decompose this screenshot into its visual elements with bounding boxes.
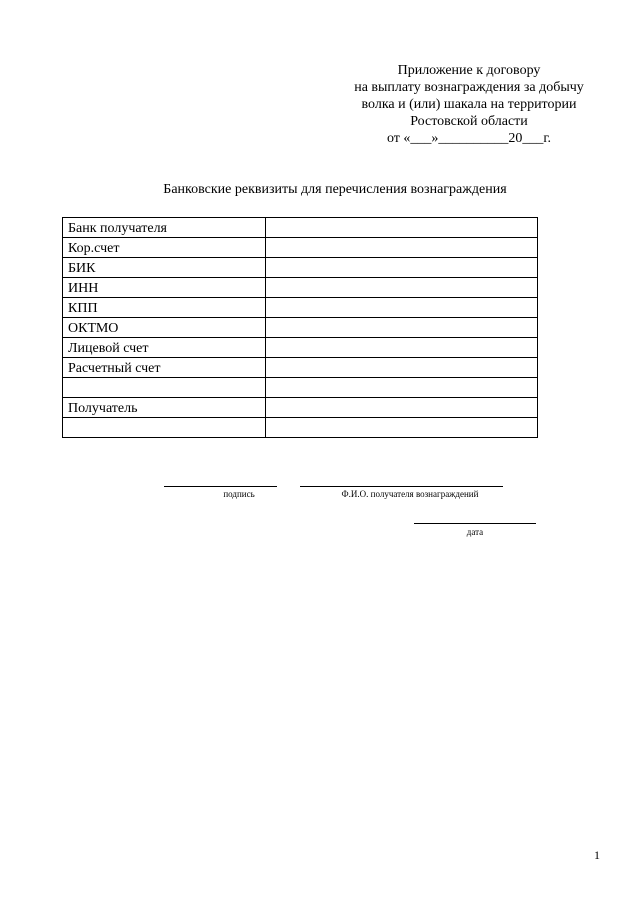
table-row: [63, 298, 538, 318]
header-line: Ростовской области: [410, 114, 528, 129]
date-line: [414, 523, 536, 524]
row-value: [266, 218, 538, 238]
row-value: [266, 378, 538, 398]
row-value: [266, 298, 538, 318]
row-label: Расчетный счет: [63, 358, 266, 378]
row-value: [266, 418, 538, 438]
table-row: [63, 418, 538, 438]
row-label: ИНН: [63, 278, 266, 298]
row-label: Кор.счет: [63, 238, 266, 258]
table-row: [63, 238, 538, 258]
table-row: [63, 258, 538, 278]
row-value: [266, 318, 538, 338]
row-label: Банк получателя: [63, 218, 266, 238]
signature-caption: подпись: [223, 489, 255, 499]
row-value: [266, 258, 538, 278]
name-line: [300, 486, 503, 487]
header-line: волка и (или) шакала на территории: [361, 97, 577, 112]
row-label: [63, 418, 266, 438]
name-caption: Ф.И.О. получателя вознаграждений: [341, 489, 479, 499]
table-row: [63, 358, 538, 378]
table-row: [63, 338, 538, 358]
row-value: [266, 278, 538, 298]
row-label: Получатель: [63, 398, 266, 418]
signature-line: [164, 486, 277, 487]
table-row: [63, 398, 538, 418]
row-value: [266, 238, 538, 258]
bank-details-table: [62, 217, 538, 438]
header-line: Приложение к договору: [397, 63, 541, 78]
row-label: [63, 378, 266, 398]
appendix-header: [330, 62, 608, 147]
row-label: ОКТМО: [63, 318, 266, 338]
date-caption: дата: [466, 527, 484, 537]
row-value: [266, 358, 538, 378]
header-line-date: от «___»__________20___г.: [386, 131, 552, 146]
row-label: Лицевой счет: [63, 338, 266, 358]
document-title: Банковские реквизиты для перечисления вознаграждения: [163, 182, 507, 197]
row-value: [266, 338, 538, 358]
table-row: [63, 318, 538, 338]
row-value: [266, 398, 538, 418]
row-label: КПП: [63, 298, 266, 318]
table-row: [63, 278, 538, 298]
page-number: 1: [594, 848, 600, 862]
row-label: БИК: [63, 258, 266, 278]
table-row: [63, 378, 538, 398]
header-line: на выплату вознаграждения за добычу: [354, 80, 584, 95]
table-row: [63, 218, 538, 238]
